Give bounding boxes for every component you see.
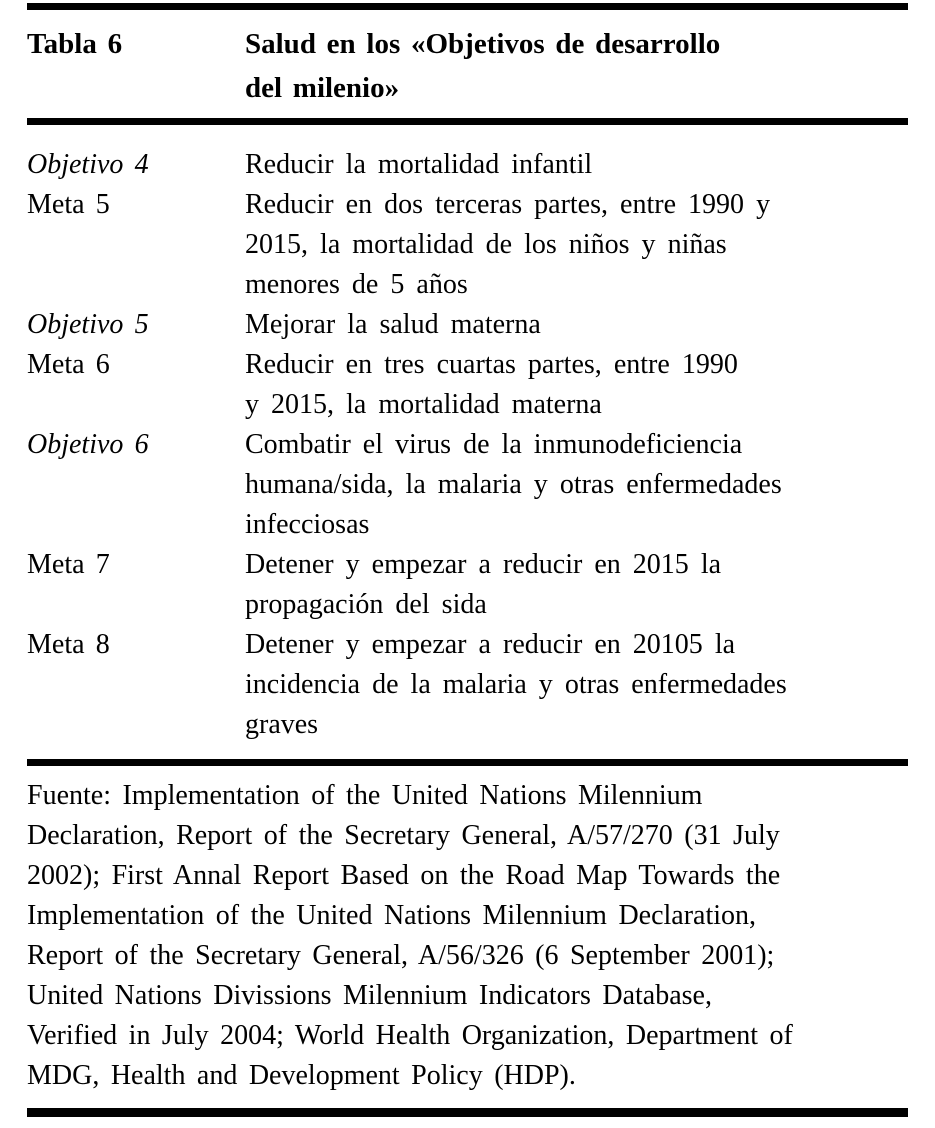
row-description [245, 145, 592, 185]
table-row-meta-5 [27, 185, 908, 305]
source-line: Implementation of the United Nations Milennium Declaration, [27, 900, 757, 931]
source-line: United Nations Divissions Milennium Indicators Database, [27, 980, 712, 1011]
top-rule [27, 3, 908, 10]
source-line: MDG, Health and Development Policy (HDP). [27, 1060, 576, 1091]
description-line: menores de 5 años [245, 269, 468, 300]
source-note [27, 766, 908, 1096]
table-row-objetivo-4 [27, 145, 908, 185]
description-line: 2015, la mortalidad de los niños y niñas [245, 229, 727, 260]
description-line: Detener y empezar a reducir en 20105 la [245, 629, 736, 660]
table-row-objetivo-6 [27, 425, 908, 545]
table-header [27, 10, 908, 118]
table-row-objetivo-5 [27, 305, 908, 345]
description-line: Mejorar la salud materna [245, 309, 541, 340]
table-title [245, 22, 720, 110]
source-line: 2002); First Annal Report Based on the Road Map Towards the [27, 860, 781, 891]
description-line: graves [245, 709, 319, 740]
description-line: Reducir la mortalidad infantil [245, 149, 593, 180]
row-description [245, 425, 782, 545]
description-line: Reducir en dos terceras partes, entre 1990 y [245, 189, 771, 220]
row-label: Objetivo 6 [27, 429, 149, 460]
row-label: Meta 6 [27, 349, 110, 380]
row-label: Objetivo 4 [27, 149, 149, 180]
row-description [245, 185, 770, 305]
description-line: Combatir el virus de la inmunodeficiencia [245, 429, 743, 460]
source-line: Declaration, Report of the Secretary General, A/57/270 (31 July [27, 820, 780, 851]
body-rule [27, 759, 908, 766]
description-line: y 2015, la mortalidad materna [245, 389, 602, 420]
table-body [27, 125, 908, 759]
description-line: propagación del sida [245, 589, 487, 620]
description-line: Detener y empezar a reducir en 2015 la [245, 549, 722, 580]
row-label: Meta 8 [27, 629, 110, 660]
row-description [245, 545, 721, 625]
description-line: Reducir en tres cuartas partes, entre 1990 [245, 349, 738, 380]
footer-gap [27, 1096, 908, 1108]
table-row-meta-8 [27, 625, 908, 745]
table-title-line: Salud en los «Objetivos de desarrollo [245, 28, 721, 60]
row-label: Meta 7 [27, 549, 110, 580]
table-row-meta-7 [27, 545, 908, 625]
header-rule [27, 118, 908, 125]
source-line: Fuente: Implementation of the United Nations Milennium [27, 780, 703, 811]
row-label: Objetivo 5 [27, 309, 149, 340]
source-line: Verified in July 2004; World Health Organization, Department of [27, 1020, 793, 1051]
table-title-line: del milenio» [245, 72, 400, 104]
table-row-meta-6 [27, 345, 908, 425]
description-line: humana/sida, la malaria y otras enfermedades [245, 469, 782, 500]
row-label: Meta 5 [27, 189, 110, 220]
table-number-label: Tabla 6 [27, 28, 123, 60]
row-description [245, 305, 541, 345]
description-line: incidencia de la malaria y otras enfermedades [245, 669, 787, 700]
row-description [245, 625, 787, 745]
description-line: infecciosas [245, 509, 370, 540]
row-description [245, 345, 738, 425]
source-line: Report of the Secretary General, A/56/326 (6 September 2001); [27, 940, 775, 971]
bottom-rule [27, 1108, 908, 1117]
